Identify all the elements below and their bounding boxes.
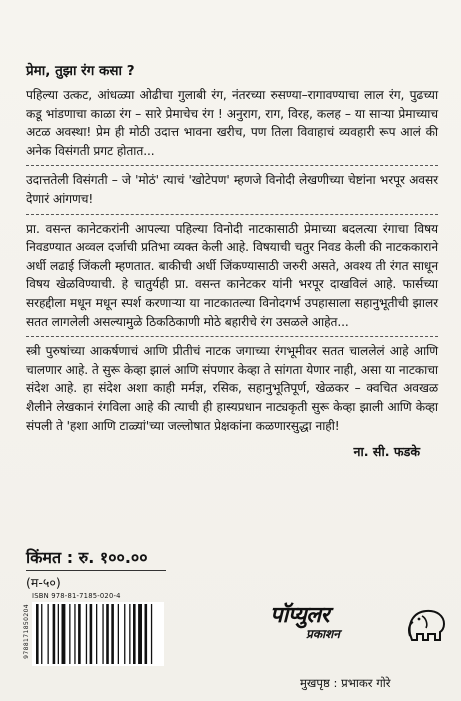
price-block xyxy=(26,548,166,592)
barcode-number: 9788171850204 xyxy=(23,604,30,659)
catalog-code: (म-५०) xyxy=(26,575,61,590)
elephant-icon xyxy=(404,604,448,644)
blurb xyxy=(26,62,438,460)
blurb-paragraph-4: स्त्री पुरुषांच्या आकर्षणाचं आणि प्रीतीचं नाटक जगाच्या रंगभूमीवर सतत चाललेलं आहे आणि चालणार आहे. ते सुरू केव्हा झालं आणि संपणार केव्हा ते सांगता येणार नाही, असा या नाटकाचा संदेश आहे. हा संदेश अशा काही मर्मज्ञ, रसिक, सहानुभूतिपूर्ण, खेळकर – क्वचित अवखळ शैलीने लेखकानं रंगविला आहे की त्याची ही हास्यप्रधान नाट्यकृती सुरू केव्हा झाली आणि केव्हा संपली ते 'हशा आणि टाळ्यां'च्या जल्लोषात प्रेक्षकांना कळणारसुद्धा नाही! xyxy=(26,344,438,433)
blurb-paragraph-1: पहिल्या उत्कट, आंधळ्या ओढीचा गुलाबी रंग, नंतरच्या रुसण्या–रागावण्याचा लाल रंग, पुढच्या कडू भांडणाचा काळा रंग – सारे प्रेमाचेच रंग ! अनुराग, राग, विरह, कलह – या साऱ्या प्रेमाच्याच अटळ अवस्था! प्रेम ही मोठी उदात्त भावना खरीच, पण तिला विवाहाचं व्यवहारी रूप आलं की अनेक विसंगती प्रगट होतात... xyxy=(26,88,438,158)
blurb-paragraph-2: उदात्ततेली विसंगती – जे 'मोठं' त्याचं 'खोटेपण' म्हणजे विनोदी लेखणीच्या चेष्टांना भरपूर अवसर देणारं आंगणच! xyxy=(26,173,438,206)
publisher-logo xyxy=(270,604,440,664)
blurb-paragraph-3: प्रा. वसन्त कानेटकरांनी आपल्या पहिल्या विनोदी नाटकासाठी प्रेमाच्या बदलत्या रंगाचा विषय निवडण्यात अव्वल दर्जाची प्रतिभा व्यक्त केली आहे. विषयाची चतुर निवड केली की नाटककाराने अर्धी लढाई जिंकली म्हणतात. बाकीची अर्धी जिंकण्यासाठी जरुरी असते, अवश्य ती रंगत साधून विषय खेळविण्याची. हे चातुर्यही प्रा. वसन्त कानेटकर यांनी भरपूर दाखविलं आहे. फार्सच्या सरहद्दीला मधून मधून स्पर्श करणाऱ्या या नाटकातल्या विनोदगर्भ उपहासाला सहानुभूतीची झालर सतत लागलेली असल्यामुळे ठिकठिकाणी मोठे बहारीचे रंग उसळले आहेत... xyxy=(26,221,438,329)
price-label: किंमत : रु. १००.०० xyxy=(26,548,148,567)
blurb-title: प्रेमा, तुझा रंग कसा ? xyxy=(26,63,135,79)
dashed-divider xyxy=(26,336,438,337)
barcode-bars xyxy=(32,602,164,666)
barcode-image xyxy=(23,602,164,666)
barcode-block xyxy=(23,592,164,672)
dashed-divider xyxy=(26,165,438,166)
price-underline xyxy=(26,570,166,571)
dashed-divider xyxy=(26,214,438,215)
publisher-logo-text: पॉप्युलर xyxy=(270,603,329,628)
publisher-logo-subtext: प्रकाशन xyxy=(306,627,340,641)
blurb-author: ना. सी. फडके xyxy=(353,444,420,460)
cover-credit: मुखपृष्ठ : प्रभाकर गोरे xyxy=(300,676,391,690)
isbn-label: ISBN 978-81-7185-020-4 xyxy=(32,592,121,600)
